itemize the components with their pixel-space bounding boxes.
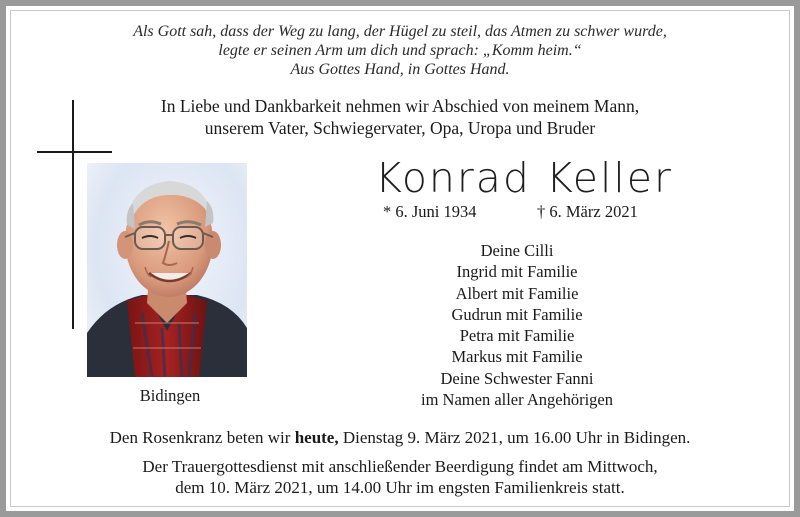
mourner-item: Ingrid mit Familie: [456, 262, 578, 282]
verse-line-1: Als Gott sah, dass der Weg zu lang, der Hügel zu steil, das Atmen zu schwer wurde,: [133, 23, 667, 40]
funeral-notice: [0, 456, 800, 498]
mourner-item: Gudrun mit Familie: [451, 304, 583, 324]
rosary-text-bold: heute,: [294, 428, 339, 447]
mourner-item: Deine Cilli: [480, 241, 554, 260]
residence-location: Bidingen: [139, 386, 201, 405]
rosary-line: [0, 427, 800, 448]
death-date: † 6. März 2021: [537, 202, 638, 221]
mourner-item: Albert mit Familie: [455, 283, 579, 303]
mourner-item: Markus mit Familie: [451, 347, 583, 367]
intro-line-2: unserem Vater, Schwiegervater, Opa, Uropa und Bruder: [204, 118, 596, 138]
verse: [0, 22, 800, 79]
funeral-line-1: Der Trauergottesdienst mit anschließender Beerdigung findet am Mittwoch,: [142, 457, 658, 476]
mourner-item: im Namen aller Angehörigen: [421, 390, 613, 410]
funeral-line-2: dem 10. März 2021, um 14.00 Uhr im engsten Familienkreis statt.: [175, 478, 625, 497]
portrait-illustration: [87, 163, 247, 377]
cross-horizontal-bar: [37, 151, 112, 153]
cross-vertical-bar: [72, 100, 74, 329]
mourner-item: Deine Schwester Fanni: [440, 368, 594, 388]
intro-text: [0, 95, 800, 139]
birth-date: * 6. Juni 1934: [383, 202, 477, 221]
rosary-notice: [0, 427, 800, 448]
verse-line-2: legte er seinen Arm um dich und sprach: „Komm heim.“: [218, 42, 582, 59]
rosary-text-after: Dienstag 9. März 2021, um 16.00 Uhr in Bidingen.: [338, 428, 691, 447]
mourner-item: Petra mit Familie: [459, 326, 575, 346]
rosary-text-before: Den Rosenkranz beten wir: [109, 428, 295, 447]
deceased-name: Konrad Keller: [375, 154, 673, 202]
mourners-list: [392, 240, 642, 410]
verse-line-3: Aus Gottes Hand, in Gottes Hand.: [290, 61, 510, 78]
portrait-photo: [87, 163, 247, 377]
intro-line-1: In Liebe und Dankbarkeit nehmen wir Abschied von meinem Mann,: [160, 96, 640, 116]
